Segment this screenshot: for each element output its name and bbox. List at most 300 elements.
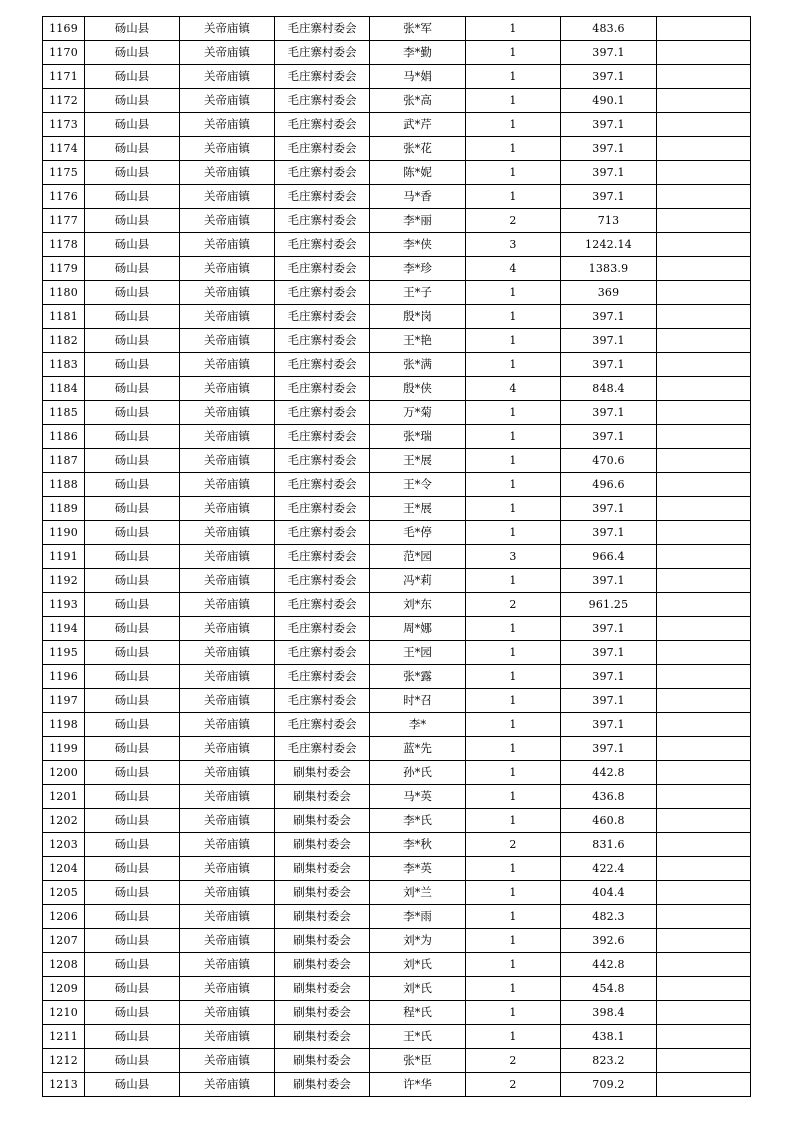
village-cell: 刷集村委会 xyxy=(275,905,370,929)
count-cell: 1 xyxy=(466,65,561,89)
county-cell: 砀山县 xyxy=(85,305,180,329)
village-cell: 刷集村委会 xyxy=(275,1073,370,1097)
village-cell: 毛庄寨村委会 xyxy=(275,713,370,737)
name-cell: 蓝*先 xyxy=(370,737,466,761)
town-cell: 关帝庙镇 xyxy=(180,353,275,377)
town-cell: 关帝庙镇 xyxy=(180,473,275,497)
index-cell: 1209 xyxy=(43,977,85,1001)
amount-cell: 397.1 xyxy=(561,713,657,737)
index-cell: 1207 xyxy=(43,929,85,953)
name-cell: 刘*兰 xyxy=(370,881,466,905)
table-row xyxy=(43,113,751,137)
town-cell: 关帝庙镇 xyxy=(180,785,275,809)
county-cell: 砀山县 xyxy=(85,761,180,785)
amount-cell: 438.1 xyxy=(561,1025,657,1049)
county-cell: 砀山县 xyxy=(85,449,180,473)
table-row xyxy=(43,1049,751,1073)
name-cell: 毛*停 xyxy=(370,521,466,545)
index-cell: 1200 xyxy=(43,761,85,785)
village-cell: 刷集村委会 xyxy=(275,1001,370,1025)
name-cell: 李*珍 xyxy=(370,257,466,281)
count-cell: 3 xyxy=(466,545,561,569)
town-cell: 关帝庙镇 xyxy=(180,233,275,257)
town-cell: 关帝庙镇 xyxy=(180,425,275,449)
table-row xyxy=(43,689,751,713)
table-row xyxy=(43,161,751,185)
county-cell: 砀山县 xyxy=(85,569,180,593)
town-cell: 关帝庙镇 xyxy=(180,521,275,545)
amount-cell: 397.1 xyxy=(561,65,657,89)
remark-cell xyxy=(657,209,751,233)
town-cell: 关帝庙镇 xyxy=(180,809,275,833)
town-cell: 关帝庙镇 xyxy=(180,593,275,617)
name-cell: 王*子 xyxy=(370,281,466,305)
town-cell: 关帝庙镇 xyxy=(180,137,275,161)
name-cell: 李*勤 xyxy=(370,41,466,65)
town-cell: 关帝庙镇 xyxy=(180,905,275,929)
town-cell: 关帝庙镇 xyxy=(180,1001,275,1025)
town-cell: 关帝庙镇 xyxy=(180,497,275,521)
village-cell: 毛庄寨村委会 xyxy=(275,593,370,617)
amount-cell: 460.8 xyxy=(561,809,657,833)
amount-cell: 397.1 xyxy=(561,329,657,353)
remark-cell xyxy=(657,689,751,713)
county-cell: 砀山县 xyxy=(85,833,180,857)
county-cell: 砀山县 xyxy=(85,329,180,353)
amount-cell: 397.1 xyxy=(561,425,657,449)
town-cell: 关帝庙镇 xyxy=(180,641,275,665)
index-cell: 1212 xyxy=(43,1049,85,1073)
name-cell: 马*娟 xyxy=(370,65,466,89)
county-cell: 砀山县 xyxy=(85,857,180,881)
name-cell: 张*满 xyxy=(370,353,466,377)
count-cell: 1 xyxy=(466,425,561,449)
table-row xyxy=(43,665,751,689)
village-cell: 毛庄寨村委会 xyxy=(275,449,370,473)
village-cell: 刷集村委会 xyxy=(275,809,370,833)
village-cell: 毛庄寨村委会 xyxy=(275,65,370,89)
name-cell: 张*臣 xyxy=(370,1049,466,1073)
table-row xyxy=(43,329,751,353)
county-cell: 砀山县 xyxy=(85,41,180,65)
remark-cell xyxy=(657,473,751,497)
remark-cell xyxy=(657,89,751,113)
count-cell: 1 xyxy=(466,977,561,1001)
county-cell: 砀山县 xyxy=(85,929,180,953)
count-cell: 1 xyxy=(466,689,561,713)
index-cell: 1192 xyxy=(43,569,85,593)
count-cell: 1 xyxy=(466,857,561,881)
village-cell: 毛庄寨村委会 xyxy=(275,185,370,209)
remark-cell xyxy=(657,1049,751,1073)
remark-cell xyxy=(657,425,751,449)
data-table xyxy=(42,16,751,1097)
remark-cell xyxy=(657,521,751,545)
remark-cell xyxy=(657,233,751,257)
county-cell: 砀山县 xyxy=(85,737,180,761)
index-cell: 1169 xyxy=(43,17,85,41)
town-cell: 关帝庙镇 xyxy=(180,1049,275,1073)
table-row xyxy=(43,185,751,209)
village-cell: 毛庄寨村委会 xyxy=(275,305,370,329)
table-row xyxy=(43,617,751,641)
count-cell: 1 xyxy=(466,521,561,545)
remark-cell xyxy=(657,809,751,833)
amount-cell: 392.6 xyxy=(561,929,657,953)
index-cell: 1171 xyxy=(43,65,85,89)
name-cell: 殷*岗 xyxy=(370,305,466,329)
town-cell: 关帝庙镇 xyxy=(180,689,275,713)
name-cell: 马*英 xyxy=(370,785,466,809)
county-cell: 砀山县 xyxy=(85,473,180,497)
village-cell: 毛庄寨村委会 xyxy=(275,209,370,233)
town-cell: 关帝庙镇 xyxy=(180,329,275,353)
table-row xyxy=(43,713,751,737)
index-cell: 1197 xyxy=(43,689,85,713)
amount-cell: 823.2 xyxy=(561,1049,657,1073)
count-cell: 1 xyxy=(466,761,561,785)
remark-cell xyxy=(657,401,751,425)
town-cell: 关帝庙镇 xyxy=(180,569,275,593)
name-cell: 时*召 xyxy=(370,689,466,713)
index-cell: 1177 xyxy=(43,209,85,233)
count-cell: 1 xyxy=(466,497,561,521)
amount-cell: 496.6 xyxy=(561,473,657,497)
index-cell: 1170 xyxy=(43,41,85,65)
amount-cell: 369 xyxy=(561,281,657,305)
remark-cell xyxy=(657,593,751,617)
name-cell: 张*高 xyxy=(370,89,466,113)
town-cell: 关帝庙镇 xyxy=(180,1073,275,1097)
count-cell: 1 xyxy=(466,809,561,833)
village-cell: 刷集村委会 xyxy=(275,833,370,857)
index-cell: 1194 xyxy=(43,617,85,641)
amount-cell: 397.1 xyxy=(561,137,657,161)
amount-cell: 442.8 xyxy=(561,953,657,977)
remark-cell xyxy=(657,65,751,89)
village-cell: 刷集村委会 xyxy=(275,953,370,977)
count-cell: 1 xyxy=(466,401,561,425)
town-cell: 关帝庙镇 xyxy=(180,761,275,785)
index-cell: 1183 xyxy=(43,353,85,377)
table-row xyxy=(43,353,751,377)
village-cell: 毛庄寨村委会 xyxy=(275,17,370,41)
amount-cell: 397.1 xyxy=(561,41,657,65)
index-cell: 1189 xyxy=(43,497,85,521)
village-cell: 刷集村委会 xyxy=(275,1049,370,1073)
name-cell: 张*花 xyxy=(370,137,466,161)
index-cell: 1173 xyxy=(43,113,85,137)
name-cell: 刘*氏 xyxy=(370,953,466,977)
town-cell: 关帝庙镇 xyxy=(180,377,275,401)
remark-cell xyxy=(657,1073,751,1097)
table-row xyxy=(43,809,751,833)
count-cell: 2 xyxy=(466,1073,561,1097)
table-row xyxy=(43,785,751,809)
table-row xyxy=(43,737,751,761)
remark-cell xyxy=(657,497,751,521)
table-row xyxy=(43,305,751,329)
amount-cell: 397.1 xyxy=(561,185,657,209)
county-cell: 砀山县 xyxy=(85,377,180,401)
village-cell: 毛庄寨村委会 xyxy=(275,89,370,113)
county-cell: 砀山县 xyxy=(85,689,180,713)
county-cell: 砀山县 xyxy=(85,185,180,209)
index-cell: 1208 xyxy=(43,953,85,977)
table-row xyxy=(43,377,751,401)
name-cell: 张*军 xyxy=(370,17,466,41)
table-row xyxy=(43,569,751,593)
index-cell: 1191 xyxy=(43,545,85,569)
remark-cell xyxy=(657,857,751,881)
index-cell: 1181 xyxy=(43,305,85,329)
name-cell: 李*氏 xyxy=(370,809,466,833)
county-cell: 砀山县 xyxy=(85,89,180,113)
table-row xyxy=(43,521,751,545)
name-cell: 张*瑞 xyxy=(370,425,466,449)
name-cell: 冯*莉 xyxy=(370,569,466,593)
index-cell: 1195 xyxy=(43,641,85,665)
index-cell: 1206 xyxy=(43,905,85,929)
county-cell: 砀山县 xyxy=(85,113,180,137)
count-cell: 1 xyxy=(466,1001,561,1025)
amount-cell: 713 xyxy=(561,209,657,233)
table-row xyxy=(43,233,751,257)
name-cell: 孙*氏 xyxy=(370,761,466,785)
index-cell: 1202 xyxy=(43,809,85,833)
table-row xyxy=(43,857,751,881)
index-cell: 1211 xyxy=(43,1025,85,1049)
count-cell: 1 xyxy=(466,881,561,905)
amount-cell: 831.6 xyxy=(561,833,657,857)
county-cell: 砀山县 xyxy=(85,665,180,689)
amount-cell: 966.4 xyxy=(561,545,657,569)
town-cell: 关帝庙镇 xyxy=(180,929,275,953)
amount-cell: 397.1 xyxy=(561,113,657,137)
remark-cell xyxy=(657,41,751,65)
remark-cell xyxy=(657,617,751,641)
index-cell: 1213 xyxy=(43,1073,85,1097)
county-cell: 砀山县 xyxy=(85,1001,180,1025)
amount-cell: 397.1 xyxy=(561,305,657,329)
county-cell: 砀山县 xyxy=(85,65,180,89)
count-cell: 1 xyxy=(466,1025,561,1049)
village-cell: 毛庄寨村委会 xyxy=(275,665,370,689)
index-cell: 1203 xyxy=(43,833,85,857)
amount-cell: 482.3 xyxy=(561,905,657,929)
remark-cell xyxy=(657,785,751,809)
count-cell: 3 xyxy=(466,233,561,257)
town-cell: 关帝庙镇 xyxy=(180,1025,275,1049)
amount-cell: 397.1 xyxy=(561,641,657,665)
name-cell: 周*娜 xyxy=(370,617,466,641)
village-cell: 毛庄寨村委会 xyxy=(275,377,370,401)
county-cell: 砀山县 xyxy=(85,209,180,233)
village-cell: 毛庄寨村委会 xyxy=(275,737,370,761)
remark-cell xyxy=(657,185,751,209)
village-cell: 毛庄寨村委会 xyxy=(275,545,370,569)
town-cell: 关帝庙镇 xyxy=(180,209,275,233)
village-cell: 毛庄寨村委会 xyxy=(275,329,370,353)
remark-cell xyxy=(657,905,751,929)
table-row xyxy=(43,953,751,977)
remark-cell xyxy=(657,377,751,401)
village-cell: 毛庄寨村委会 xyxy=(275,41,370,65)
remark-cell xyxy=(657,161,751,185)
index-cell: 1174 xyxy=(43,137,85,161)
index-cell: 1188 xyxy=(43,473,85,497)
remark-cell xyxy=(657,1025,751,1049)
remark-cell xyxy=(657,665,751,689)
village-cell: 刷集村委会 xyxy=(275,857,370,881)
county-cell: 砀山县 xyxy=(85,977,180,1001)
index-cell: 1198 xyxy=(43,713,85,737)
table-row xyxy=(43,833,751,857)
index-cell: 1201 xyxy=(43,785,85,809)
village-cell: 毛庄寨村委会 xyxy=(275,641,370,665)
index-cell: 1186 xyxy=(43,425,85,449)
county-cell: 砀山县 xyxy=(85,953,180,977)
county-cell: 砀山县 xyxy=(85,161,180,185)
index-cell: 1180 xyxy=(43,281,85,305)
table-row xyxy=(43,17,751,41)
remark-cell xyxy=(657,257,751,281)
remark-cell xyxy=(657,737,751,761)
name-cell: 刘*东 xyxy=(370,593,466,617)
count-cell: 1 xyxy=(466,737,561,761)
table-row xyxy=(43,761,751,785)
town-cell: 关帝庙镇 xyxy=(180,17,275,41)
county-cell: 砀山县 xyxy=(85,785,180,809)
county-cell: 砀山县 xyxy=(85,281,180,305)
table-row xyxy=(43,929,751,953)
table-row xyxy=(43,41,751,65)
village-cell: 毛庄寨村委会 xyxy=(275,689,370,713)
town-cell: 关帝庙镇 xyxy=(180,305,275,329)
amount-cell: 397.1 xyxy=(561,353,657,377)
remark-cell xyxy=(657,17,751,41)
town-cell: 关帝庙镇 xyxy=(180,665,275,689)
amount-cell: 422.4 xyxy=(561,857,657,881)
name-cell: 马*香 xyxy=(370,185,466,209)
index-cell: 1176 xyxy=(43,185,85,209)
county-cell: 砀山县 xyxy=(85,425,180,449)
count-cell: 1 xyxy=(466,785,561,809)
remark-cell xyxy=(657,137,751,161)
village-cell: 毛庄寨村委会 xyxy=(275,617,370,641)
name-cell: 殷*侠 xyxy=(370,377,466,401)
county-cell: 砀山县 xyxy=(85,401,180,425)
name-cell: 程*氏 xyxy=(370,1001,466,1025)
remark-cell xyxy=(657,449,751,473)
remark-cell xyxy=(657,305,751,329)
name-cell: 王*氏 xyxy=(370,1025,466,1049)
village-cell: 毛庄寨村委会 xyxy=(275,353,370,377)
amount-cell: 397.1 xyxy=(561,521,657,545)
village-cell: 刷集村委会 xyxy=(275,785,370,809)
table-row xyxy=(43,401,751,425)
name-cell: 王*展 xyxy=(370,449,466,473)
amount-cell: 1383.9 xyxy=(561,257,657,281)
county-cell: 砀山县 xyxy=(85,497,180,521)
table-row xyxy=(43,905,751,929)
count-cell: 2 xyxy=(466,1049,561,1073)
count-cell: 2 xyxy=(466,833,561,857)
amount-cell: 490.1 xyxy=(561,89,657,113)
county-cell: 砀山县 xyxy=(85,17,180,41)
county-cell: 砀山县 xyxy=(85,641,180,665)
table-row xyxy=(43,137,751,161)
county-cell: 砀山县 xyxy=(85,545,180,569)
count-cell: 1 xyxy=(466,41,561,65)
name-cell: 陈*妮 xyxy=(370,161,466,185)
table-row xyxy=(43,1073,751,1097)
county-cell: 砀山县 xyxy=(85,1025,180,1049)
amount-cell: 454.8 xyxy=(561,977,657,1001)
amount-cell: 397.1 xyxy=(561,497,657,521)
count-cell: 1 xyxy=(466,905,561,929)
county-cell: 砀山县 xyxy=(85,593,180,617)
name-cell: 王*展 xyxy=(370,497,466,521)
village-cell: 毛庄寨村委会 xyxy=(275,497,370,521)
table-row xyxy=(43,641,751,665)
remark-cell xyxy=(657,977,751,1001)
village-cell: 毛庄寨村委会 xyxy=(275,113,370,137)
name-cell: 武*芹 xyxy=(370,113,466,137)
count-cell: 1 xyxy=(466,17,561,41)
village-cell: 刷集村委会 xyxy=(275,881,370,905)
amount-cell: 470.6 xyxy=(561,449,657,473)
name-cell: 张*露 xyxy=(370,665,466,689)
table-row xyxy=(43,281,751,305)
document-page xyxy=(42,16,750,1097)
amount-cell: 398.4 xyxy=(561,1001,657,1025)
amount-cell: 436.8 xyxy=(561,785,657,809)
name-cell: 李* xyxy=(370,713,466,737)
name-cell: 王*艳 xyxy=(370,329,466,353)
town-cell: 关帝庙镇 xyxy=(180,545,275,569)
index-cell: 1187 xyxy=(43,449,85,473)
remark-cell xyxy=(657,545,751,569)
town-cell: 关帝庙镇 xyxy=(180,617,275,641)
count-cell: 1 xyxy=(466,449,561,473)
table-row xyxy=(43,473,751,497)
amount-cell: 397.1 xyxy=(561,689,657,713)
remark-cell xyxy=(657,281,751,305)
name-cell: 王*园 xyxy=(370,641,466,665)
count-cell: 1 xyxy=(466,953,561,977)
amount-cell: 961.25 xyxy=(561,593,657,617)
count-cell: 1 xyxy=(466,473,561,497)
village-cell: 毛庄寨村委会 xyxy=(275,425,370,449)
county-cell: 砀山县 xyxy=(85,233,180,257)
county-cell: 砀山县 xyxy=(85,713,180,737)
village-cell: 毛庄寨村委会 xyxy=(275,161,370,185)
count-cell: 2 xyxy=(466,209,561,233)
count-cell: 4 xyxy=(466,377,561,401)
town-cell: 关帝庙镇 xyxy=(180,857,275,881)
index-cell: 1205 xyxy=(43,881,85,905)
index-cell: 1175 xyxy=(43,161,85,185)
remark-cell xyxy=(657,833,751,857)
amount-cell: 442.8 xyxy=(561,761,657,785)
index-cell: 1210 xyxy=(43,1001,85,1025)
index-cell: 1172 xyxy=(43,89,85,113)
name-cell: 刘*为 xyxy=(370,929,466,953)
village-cell: 毛庄寨村委会 xyxy=(275,281,370,305)
village-cell: 毛庄寨村委会 xyxy=(275,401,370,425)
name-cell: 李*丽 xyxy=(370,209,466,233)
